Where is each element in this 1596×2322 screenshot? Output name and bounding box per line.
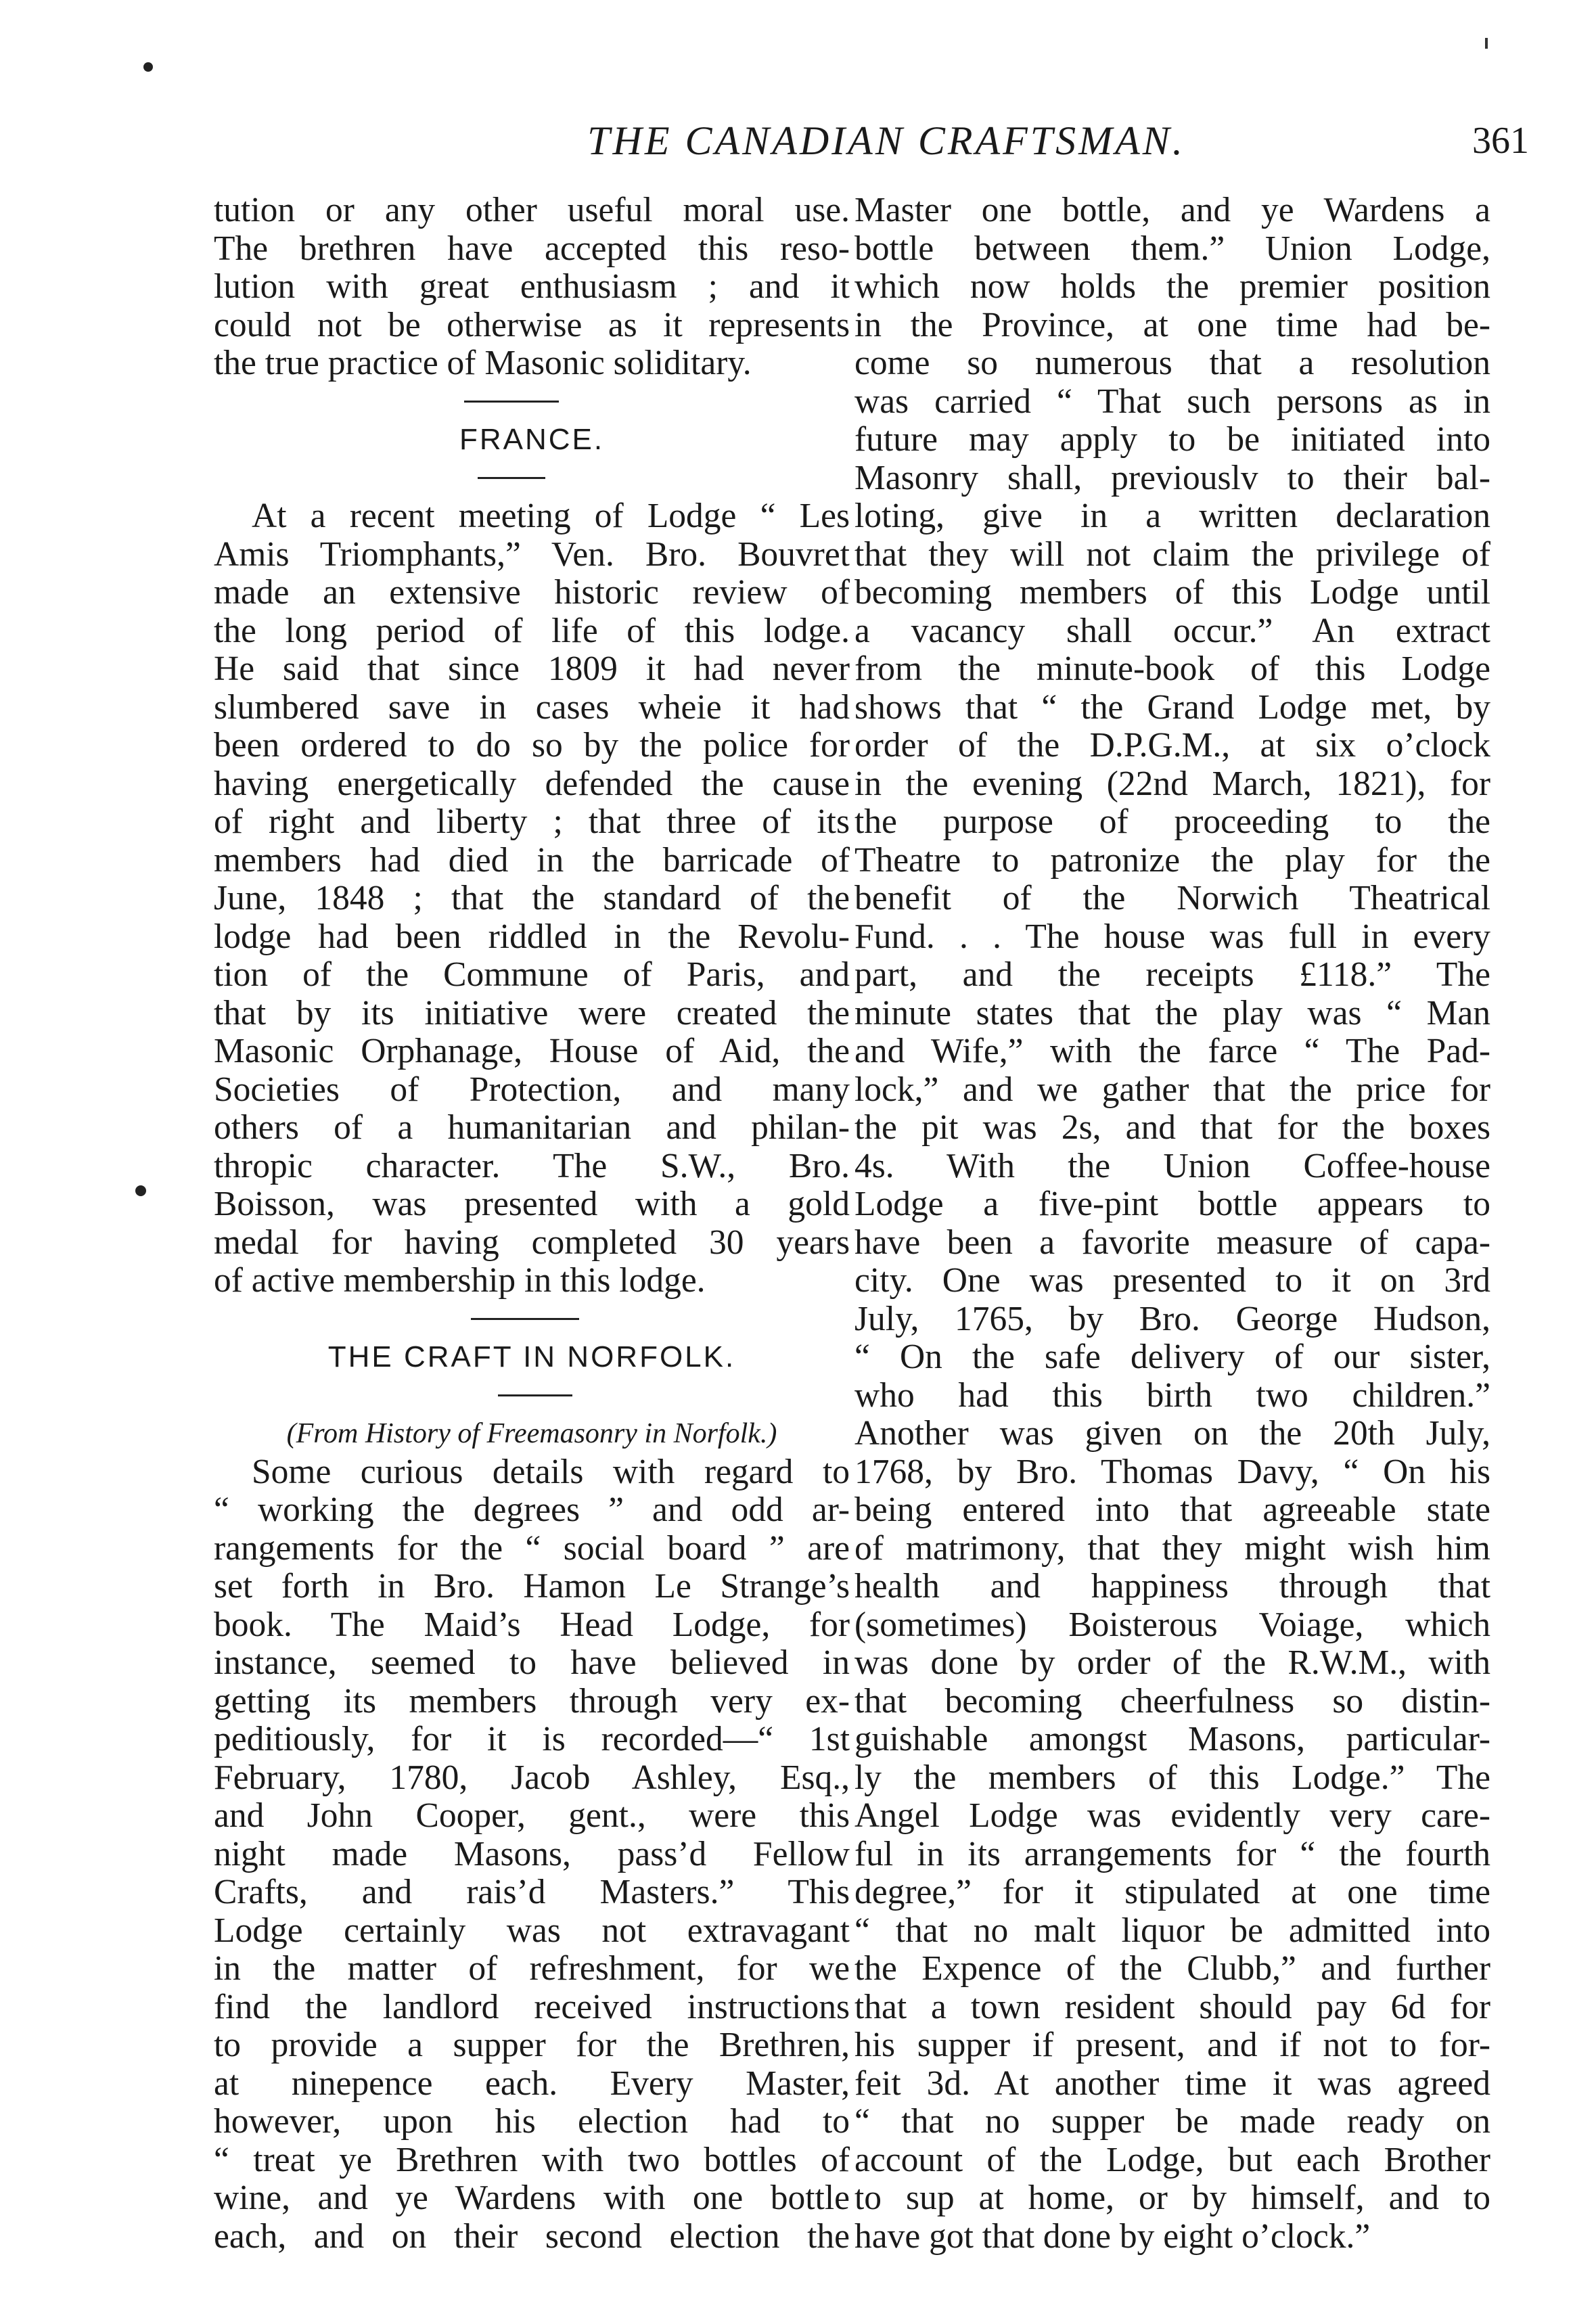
text-line: Angel Lodge was evidently very care- xyxy=(854,1797,1490,1835)
text-line: tution or any other useful moral use. xyxy=(214,191,850,229)
text-line: “ that no malt liquor be admitted into xyxy=(854,1911,1490,1950)
text-line: being entered into that agreeable state xyxy=(854,1491,1490,1529)
page-number: 361 xyxy=(1472,120,1529,162)
text-line: He said that since 1809 it had never xyxy=(214,650,850,688)
text-line: At a recent meeting of Lodge “ Les xyxy=(252,497,850,535)
text-line: to provide a supper for the Brethren, xyxy=(214,2026,850,2064)
text-line: made an extensive historic review of xyxy=(214,574,850,612)
text-line: “ treat ye Brethren with two bottles of xyxy=(214,2141,850,2179)
text-line: medal for having completed 30 years xyxy=(214,1223,850,1262)
text-line: July, 1765, by Bro. George Hudson, xyxy=(854,1300,1490,1338)
section-divider xyxy=(214,383,850,422)
text-line: guishable amongst Masons, particular- xyxy=(854,1721,1490,1758)
text-line: account of the Lodge, but each Brother xyxy=(854,2141,1490,2179)
text-line: night made Masons, pass’d Fellow xyxy=(214,1835,850,1873)
text-line: Amis Triomphants,” Ven. Bro. Bouvret xyxy=(214,535,850,574)
text-line: and John Cooper, gent., were this xyxy=(214,1797,850,1835)
text-line: June, 1848 ; that the standard of the xyxy=(214,880,850,917)
text-line: lution with great enthusiasm ; and it xyxy=(214,268,850,306)
text-line: have got that done by eight o’clock.” xyxy=(854,2217,1371,2256)
text-line: minute states that the play was “ Man xyxy=(854,994,1490,1032)
text-line: “ On the safe delivery of our sister, xyxy=(854,1338,1490,1376)
text-line: that a town resident should pay 6d for xyxy=(854,1988,1490,2026)
text-line: Crafts, and rais’d Masters.” This xyxy=(214,1873,850,1911)
text-line: Masonic Orphanage, House of Aid, the xyxy=(214,1032,850,1070)
text-line: Boisson, was presented with a gold xyxy=(214,1185,850,1223)
text-line: others of a humanitarian and philan- xyxy=(214,1109,850,1147)
text-line: was carried “ That such persons as in xyxy=(854,382,1490,421)
divider-rule xyxy=(478,477,545,479)
text-line: “ working the degrees ” and odd ar- xyxy=(214,1491,850,1529)
text-line: the true practice of Masonic soliditary. xyxy=(214,344,752,382)
text-line: the Expence of the Clubb,” and further xyxy=(854,1950,1490,1988)
journal-title: THE CANADIAN CRAFTSMAN. xyxy=(587,118,1185,163)
divider-rule xyxy=(464,401,559,403)
section-heading-france: FRANCE. xyxy=(459,423,605,456)
text-line: Societies of Protection, and many xyxy=(214,1070,850,1109)
text-line: in the evening (22nd March, 1821), for xyxy=(854,765,1490,803)
text-line: part, and the receipts £118.” The xyxy=(854,956,1490,994)
text-line: set forth in Bro. Hamon Le Strange’s xyxy=(214,1568,850,1606)
divider-rule xyxy=(471,1318,579,1320)
text-line: instance, seemed to have believed in xyxy=(214,1644,850,1682)
text-line: the long period of life of this lodge. xyxy=(214,612,850,650)
source-attribution: (From History of Freemasonry in Norfolk.) xyxy=(286,1418,777,1449)
margin-speck-top-right xyxy=(1485,38,1488,49)
divider-rule xyxy=(498,1394,572,1396)
text-line: Theatre to patronize the play for the xyxy=(854,841,1490,880)
text-line: feit 3d. At another time it was agreed xyxy=(854,2064,1490,2103)
text-line: peditiously, for it is recorded—“ 1st xyxy=(214,1721,850,1758)
text-line: Another was given on the 20th July, xyxy=(854,1415,1490,1453)
text-line: Some curious details with regard to xyxy=(252,1453,850,1491)
text-line: Lodge certainly was not extravagant xyxy=(214,1911,850,1950)
text-line: February, 1780, Jacob Ashley, Esq., xyxy=(214,1758,850,1797)
text-line: 4s. With the Union Coffee-house xyxy=(854,1147,1490,1185)
text-line: having energetically defended the cause xyxy=(214,765,850,803)
text-line: degree,” for it stipulated at one time xyxy=(854,1873,1490,1911)
left-column xyxy=(214,191,850,2256)
text-line: of matrimony, that they might wish him xyxy=(854,1529,1490,1568)
text-line: been ordered to do so by the police for xyxy=(214,727,850,765)
text-line: that by its initiative were created the xyxy=(214,994,850,1032)
text-line: that becoming cheerfulness so distin- xyxy=(854,1682,1490,1721)
text-line: The brethren have accepted this reso- xyxy=(214,229,850,268)
margin-speck-left-middle xyxy=(135,1185,146,1196)
text-line: however, upon his election had to xyxy=(214,2103,850,2141)
text-line: Fund. . . The house was full in every xyxy=(854,917,1490,956)
text-line: wine, and ye Wardens with one bottle xyxy=(214,2179,850,2217)
text-line: which now holds the premier position xyxy=(854,268,1490,306)
text-line: in the Province, at one time had be- xyxy=(854,306,1490,344)
text-line: have been a favorite measure of capa- xyxy=(854,1223,1490,1262)
text-line: of right and liberty ; that three of its xyxy=(214,803,850,841)
section-divider xyxy=(214,1300,850,1339)
text-line: Masonry shall, previouslv to their bal- xyxy=(854,459,1490,497)
text-line: city. One was presented to it on 3rd xyxy=(854,1262,1490,1300)
right-column xyxy=(854,191,1490,2256)
text-line: that they will not claim the privilege of xyxy=(854,535,1490,574)
text-line: bottle between them.” Union Lodge, xyxy=(854,229,1490,268)
text-line: of active membership in this lodge. xyxy=(214,1262,706,1300)
text-line: getting its members through very ex- xyxy=(214,1682,850,1721)
text-line: (sometimes) Boisterous Voiage, which xyxy=(854,1606,1490,1644)
text-line: future may apply to be initiated into xyxy=(854,421,1490,459)
text-line: thropic character. The S.W., Bro. xyxy=(214,1147,850,1185)
heading-underline xyxy=(214,459,850,498)
text-line: the purpose of proceeding to the xyxy=(854,803,1490,841)
text-line: find the landlord received instructions xyxy=(214,1988,850,2026)
text-line: members had died in the barricade of xyxy=(214,841,850,880)
text-line: each, and on their second election the xyxy=(214,2217,850,2256)
text-line: the pit was 2s, and that for the boxes xyxy=(854,1109,1490,1147)
text-line: book. The Maid’s Head Lodge, for xyxy=(214,1606,850,1644)
section-heading-norfolk: THE CRAFT IN NORFOLK. xyxy=(327,1340,736,1373)
text-line: was done by order of the R.W.M., with xyxy=(854,1644,1490,1682)
text-line: ly the members of this Lodge.” The xyxy=(854,1758,1490,1797)
text-line: from the minute-book of this Lodge xyxy=(854,650,1490,688)
text-line: at ninepence each. Every Master, xyxy=(214,2064,850,2103)
text-line: his supper if present, and if not to for- xyxy=(854,2026,1490,2064)
text-line: to sup at home, or by himself, and to xyxy=(854,2179,1490,2217)
text-line: “ that no supper be made ready on xyxy=(854,2103,1490,2141)
text-line: loting, give in a written declaration xyxy=(854,497,1490,535)
text-line: and Wife,” with the farce “ The Pad- xyxy=(854,1032,1490,1070)
text-line: a vacancy shall occur.” An extract xyxy=(854,612,1490,650)
text-line: 1768, by Bro. Thomas Davy, “ On his xyxy=(854,1453,1490,1491)
text-line: Lodge a five-pint bottle appears to xyxy=(854,1185,1490,1223)
text-line: could not be otherwise as it represents xyxy=(214,306,850,344)
text-line: tion of the Commune of Paris, and xyxy=(214,956,850,994)
text-line: health and happiness through that xyxy=(854,1568,1490,1606)
text-line: benefit of the Norwich Theatrical xyxy=(854,880,1490,917)
text-line: lock,” and we gather that the price for xyxy=(854,1070,1490,1109)
heading-underline xyxy=(214,1377,850,1415)
text-line: becoming members of this Lodge until xyxy=(854,574,1490,612)
text-line: who had this birth two children.” xyxy=(854,1376,1490,1415)
text-line: rangements for the “ social board ” are xyxy=(214,1529,850,1568)
text-line: slumbered save in cases wheie it had xyxy=(214,688,850,727)
text-line: order of the D.P.G.M., at six o’clock xyxy=(854,727,1490,765)
text-line: shows that “ the Grand Lodge met, by xyxy=(854,688,1490,727)
running-head xyxy=(203,114,1529,175)
text-line: Master one bottle, and ye Wardens a xyxy=(854,191,1490,229)
text-line: come so numerous that a resolution xyxy=(854,344,1490,382)
text-line: in the matter of refreshment, for we xyxy=(214,1950,850,1988)
text-line: lodge had been riddled in the Revolu- xyxy=(214,917,850,956)
text-line: ful in its arrangements for “ the fourth xyxy=(854,1835,1490,1873)
margin-speck-top-left xyxy=(143,62,153,72)
